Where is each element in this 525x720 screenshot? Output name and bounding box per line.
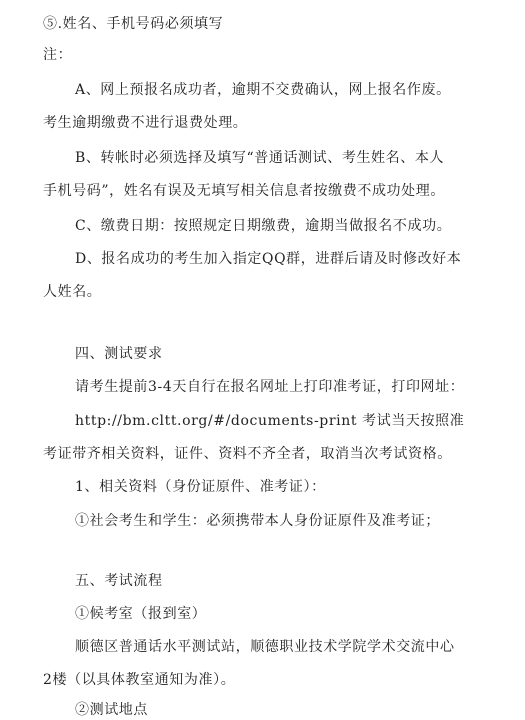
item-5-heading: ⑤.姓名、手机号码必须填写	[43, 16, 224, 32]
section-5-circled-2: ②测试地点	[75, 702, 148, 718]
section-4-title: 四、测试要求	[75, 346, 163, 362]
note-a-line-2: 考生逾期缴费不进行退费处理。	[43, 115, 248, 131]
section-5-circled-1: ①候考室（报到室）	[75, 606, 207, 622]
section-4-para-1: 请考生提前3-4天自行在报名网址上打印准考证，打印网址：	[75, 379, 465, 395]
note-c: C、缴费日期：按照规定日期缴费，逾期当做报名不成功。	[75, 218, 452, 234]
note-a-line-1: A、网上预报名成功者，逾期不交费确认，网上报名作废。	[75, 82, 451, 98]
note-d-line-1: D、报名成功的考生加入指定QQ群，进群后请及时修改好本	[75, 251, 462, 267]
note-b-line-1: B、转帐时必须选择及填写“普通话测试、考生姓名、本人	[75, 150, 445, 166]
note-d-line-2: 人姓名。	[43, 284, 102, 300]
section-5-para-1: 顺德区普通话水平测试站，顺德职业技术学院学术交流中心	[75, 639, 455, 655]
section-5-para-2: 2楼（以具体教室通知为准）。	[43, 672, 236, 688]
section-4-circled-1: ①社会考生和学生：必须携带本人身份证原件及准考证；	[75, 513, 440, 529]
note-b-line-2: 手机号码”，姓名有误及无填写相关信息者按缴费不成功处理。	[43, 183, 445, 199]
section-4-para-3: 考证带齐相关资料，证件、资料不齐全者，取消当次考试资格。	[43, 446, 452, 462]
section-4-item-1: 1、相关资料（身份证原件、准考证）：	[75, 479, 326, 495]
section-4-url-line: http://bm.cltt.org/#/documents-print 考试当天按照准	[75, 413, 465, 429]
note-label: 注：	[43, 47, 73, 63]
section-5-title: 五、考试流程	[75, 573, 163, 589]
